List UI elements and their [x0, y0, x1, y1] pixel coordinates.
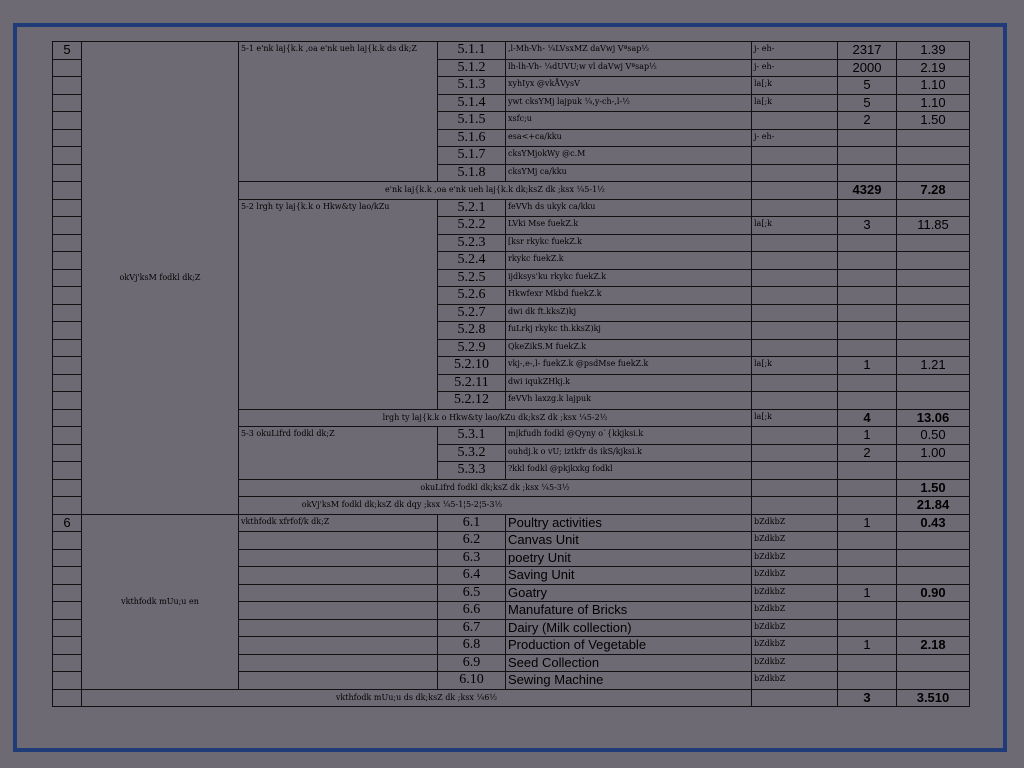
item-desc: ?kkl fodkl @pkjkxkg fodkl [506, 462, 752, 480]
item-amt [897, 654, 970, 672]
subsection-label: 5-1 e'nk laj{k.k ,oa e'nk ueh laj{k.k ds dk;Z [239, 42, 438, 182]
item-qty [838, 602, 897, 620]
item-code: 5.2.10 [438, 357, 506, 375]
item-qty [838, 374, 897, 392]
item-desc: ,l-Mh-Vh- ¼LVsxMZ daVwj Vªsap½ [506, 42, 752, 60]
item-desc: feVVh ds ukyk ca/kku [506, 199, 752, 217]
item-unit [752, 427, 838, 445]
item-desc: ijdksys'ku rkykc fuekZ.k [506, 269, 752, 287]
item-qty: 1 [838, 357, 897, 375]
item-desc: dwi iqukZHkj.k [506, 374, 752, 392]
item-qty: 2 [838, 444, 897, 462]
item-amt [897, 672, 970, 690]
item-unit [752, 462, 838, 480]
item-qty [838, 567, 897, 585]
item-code: 5.2.8 [438, 322, 506, 340]
item-unit [752, 392, 838, 410]
item-unit [752, 234, 838, 252]
subtotal-label: lrgh ty laj{k.k o Hkw&ty lao/kZu dk;ksZ dk ;ksx ¼5-2½ [239, 409, 752, 427]
item-amt [897, 147, 970, 165]
item-desc: xyhIyx @vkÅVysV [506, 77, 752, 95]
item-qty: 2 [838, 112, 897, 130]
item-code: 5.3.3 [438, 462, 506, 480]
item-qty [838, 129, 897, 147]
item-desc: Manufature of Bricks [506, 602, 752, 620]
item-unit [752, 322, 838, 340]
item-unit: bZdkbZ [752, 672, 838, 690]
item-desc: xsfc;u [506, 112, 752, 130]
item-qty [838, 654, 897, 672]
item-code: 5.2.6 [438, 287, 506, 305]
item-unit [752, 147, 838, 165]
item-desc: Production of Vegetable [506, 637, 752, 655]
subsection-label: vkthfodk xfrfof/k dk;Z [239, 514, 438, 532]
item-desc: lh-lh-Vh- ¼dUVU;w vl daVwj Vªsap½ [506, 59, 752, 77]
item-qty: 2000 [838, 59, 897, 77]
group-label: okVj'ksM fodkl dk;Z [82, 42, 239, 515]
subtotal-row [53, 689, 970, 707]
item-code: 5.2.3 [438, 234, 506, 252]
item-code: 5.1.6 [438, 129, 506, 147]
item-qty: 1 [838, 637, 897, 655]
table-row [53, 514, 970, 532]
item-code: 5.2.5 [438, 269, 506, 287]
subtotal-qty: 3 [838, 689, 897, 707]
subsection-label: 5-3 okuLifrd fodkl dk;Z [239, 427, 438, 480]
item-amt [897, 322, 970, 340]
subtotal-label: e'nk laj{k.k ,oa e'nk ueh laj{k.k dk;ksZ dk ;ksx ¼5-1½ [239, 182, 752, 200]
item-desc: rkykc fuekZ.k [506, 252, 752, 270]
item-unit: bZdkbZ [752, 602, 838, 620]
item-qty: 1 [838, 427, 897, 445]
subsection-label: 5-2 lrgh ty laj{k.k o Hkw&ty lao/kZu [239, 199, 438, 409]
subtotal-label: vkthfodk mUu;u ds dk;ksZ dk ;ksx ¼6½ [82, 689, 752, 707]
item-code: 6.4 [438, 567, 506, 585]
item-desc: poetry Unit [506, 549, 752, 567]
item-desc: Poultry activities [506, 514, 752, 532]
item-code: 5.1.3 [438, 77, 506, 95]
grand-total-label: okVj'ksM fodkl dk;ksZ dk dqy ;ksx ¼5-1¦5-2¦5-3½ [53, 497, 752, 515]
item-amt: 0.90 [897, 584, 970, 602]
grand-total-row [53, 497, 970, 515]
item-code: 5.2.2 [438, 217, 506, 235]
item-amt: 1.10 [897, 94, 970, 112]
item-desc: ouhdj.k o vU; iztkfr ds ikS/kjksi.k [506, 444, 752, 462]
item-desc: m|kfudh fodkl @Qyny o`{kkjksi.k [506, 427, 752, 445]
item-amt [897, 252, 970, 270]
item-amt: 0.50 [897, 427, 970, 445]
item-desc: QkeZikS.M fuekZ.k [506, 339, 752, 357]
item-code: 6.10 [438, 672, 506, 690]
item-amt: 1.39 [897, 42, 970, 60]
item-desc: Dairy (Milk collection) [506, 619, 752, 637]
item-qty [838, 287, 897, 305]
subtotal-amt: 1.50 [897, 479, 970, 497]
item-unit [752, 444, 838, 462]
item-amt [897, 304, 970, 322]
item-qty [838, 462, 897, 480]
subtotal-unit: la[;k [752, 409, 838, 427]
work-summary-table [52, 41, 970, 707]
item-amt [897, 392, 970, 410]
item-qty [838, 322, 897, 340]
grand-total-amt: 21.84 [897, 497, 970, 515]
item-unit [752, 287, 838, 305]
group-label: vkthfodk mUu;u en [82, 514, 239, 689]
item-amt: 2.19 [897, 59, 970, 77]
subtotal-qty: 4329 [838, 182, 897, 200]
item-code: 6.2 [438, 532, 506, 550]
item-desc: Sewing Machine [506, 672, 752, 690]
item-desc: Canvas Unit [506, 532, 752, 550]
item-qty [838, 147, 897, 165]
item-amt [897, 549, 970, 567]
item-amt: 1.10 [897, 77, 970, 95]
item-desc: Seed Collection [506, 654, 752, 672]
item-unit: bZdkbZ [752, 619, 838, 637]
item-unit: la[;k [752, 77, 838, 95]
item-qty [838, 199, 897, 217]
section-number: 6 [53, 514, 82, 532]
item-unit: j- eh- [752, 59, 838, 77]
item-desc: dwi dk ft.kksZ)kj [506, 304, 752, 322]
item-desc: fuLrkj rkykc th.kksZ)kj [506, 322, 752, 340]
item-desc: vkj-,e-,l- fuekZ.k @psdMse fuekZ.k [506, 357, 752, 375]
item-unit: la[;k [752, 357, 838, 375]
item-unit: bZdkbZ [752, 567, 838, 585]
item-amt: 0.43 [897, 514, 970, 532]
item-unit [752, 112, 838, 130]
item-qty [838, 619, 897, 637]
item-amt [897, 619, 970, 637]
item-qty: 2317 [838, 42, 897, 60]
item-qty [838, 549, 897, 567]
item-code: 5.2.11 [438, 374, 506, 392]
item-amt [897, 269, 970, 287]
subtotal-label: okuLifrd fodkl dk;ksZ dk ;ksx ¼5-3½ [239, 479, 752, 497]
item-unit: j- eh- [752, 129, 838, 147]
item-qty [838, 392, 897, 410]
item-qty [838, 269, 897, 287]
item-amt [897, 129, 970, 147]
subtotal-amt: 3.510 [897, 689, 970, 707]
item-qty [838, 532, 897, 550]
item-qty [838, 339, 897, 357]
item-unit: bZdkbZ [752, 514, 838, 532]
item-qty [838, 252, 897, 270]
item-unit [752, 374, 838, 392]
item-code: 5.1.7 [438, 147, 506, 165]
item-amt [897, 199, 970, 217]
item-code: 5.2.9 [438, 339, 506, 357]
item-desc: esa<+ca/kku [506, 129, 752, 147]
item-unit: j- eh- [752, 42, 838, 60]
item-code: 6.1 [438, 514, 506, 532]
item-code: 5.3.2 [438, 444, 506, 462]
item-unit [752, 269, 838, 287]
item-code: 6.3 [438, 549, 506, 567]
section-number: 5 [53, 42, 82, 60]
item-amt [897, 602, 970, 620]
item-code: 6.9 [438, 654, 506, 672]
item-desc: [ksr rkykc fuekZ.k [506, 234, 752, 252]
item-amt [897, 164, 970, 182]
item-code: 5.1.8 [438, 164, 506, 182]
item-unit: bZdkbZ [752, 549, 838, 567]
item-qty [838, 164, 897, 182]
item-unit: la[;k [752, 94, 838, 112]
subtotal-amt: 7.28 [897, 182, 970, 200]
item-qty: 1 [838, 514, 897, 532]
item-amt: 1.21 [897, 357, 970, 375]
item-unit [752, 199, 838, 217]
item-amt: 1.50 [897, 112, 970, 130]
item-unit [752, 304, 838, 322]
item-desc: LVki Mse fuekZ.k [506, 217, 752, 235]
item-unit: la[;k [752, 217, 838, 235]
item-desc: Hkwfexr Mkbd fuekZ.k [506, 287, 752, 305]
item-unit: bZdkbZ [752, 532, 838, 550]
item-qty: 5 [838, 77, 897, 95]
item-desc: Saving Unit [506, 567, 752, 585]
item-qty: 1 [838, 584, 897, 602]
item-unit [752, 164, 838, 182]
item-amt [897, 567, 970, 585]
item-code: 5.2.7 [438, 304, 506, 322]
item-desc: ywt cksYMj lajpuk ¼,y-ch-,l-½ [506, 94, 752, 112]
item-qty: 5 [838, 94, 897, 112]
item-amt: 1.00 [897, 444, 970, 462]
item-code: 6.5 [438, 584, 506, 602]
item-amt [897, 374, 970, 392]
item-desc: cksYMjokWy @c.M [506, 147, 752, 165]
item-qty [838, 234, 897, 252]
item-code: 5.1.2 [438, 59, 506, 77]
item-code: 5.3.1 [438, 427, 506, 445]
item-qty [838, 672, 897, 690]
item-desc: cksYMj ca/kku [506, 164, 752, 182]
item-amt [897, 462, 970, 480]
item-code: 5.2.4 [438, 252, 506, 270]
item-unit [752, 252, 838, 270]
item-code: 6.6 [438, 602, 506, 620]
item-unit [752, 339, 838, 357]
item-code: 5.1.4 [438, 94, 506, 112]
table-row [53, 42, 970, 60]
item-desc: feVVh laxzg.k lajpuk [506, 392, 752, 410]
item-code: 5.2.12 [438, 392, 506, 410]
item-amt [897, 532, 970, 550]
item-qty: 3 [838, 217, 897, 235]
item-amt: 2.18 [897, 637, 970, 655]
item-unit: bZdkbZ [752, 654, 838, 672]
item-code: 6.7 [438, 619, 506, 637]
item-amt [897, 287, 970, 305]
item-amt [897, 339, 970, 357]
item-code: 5.2.1 [438, 199, 506, 217]
item-desc: Goatry [506, 584, 752, 602]
item-qty [838, 304, 897, 322]
subtotal-qty [838, 479, 897, 497]
item-code: 5.1.1 [438, 42, 506, 60]
item-unit: bZdkbZ [752, 584, 838, 602]
item-code: 5.1.5 [438, 112, 506, 130]
subtotal-unit [752, 479, 838, 497]
item-amt: 11.85 [897, 217, 970, 235]
item-amt [897, 234, 970, 252]
subtotal-qty: 4 [838, 409, 897, 427]
item-unit: bZdkbZ [752, 637, 838, 655]
subtotal-amt: 13.06 [897, 409, 970, 427]
item-code: 6.8 [438, 637, 506, 655]
